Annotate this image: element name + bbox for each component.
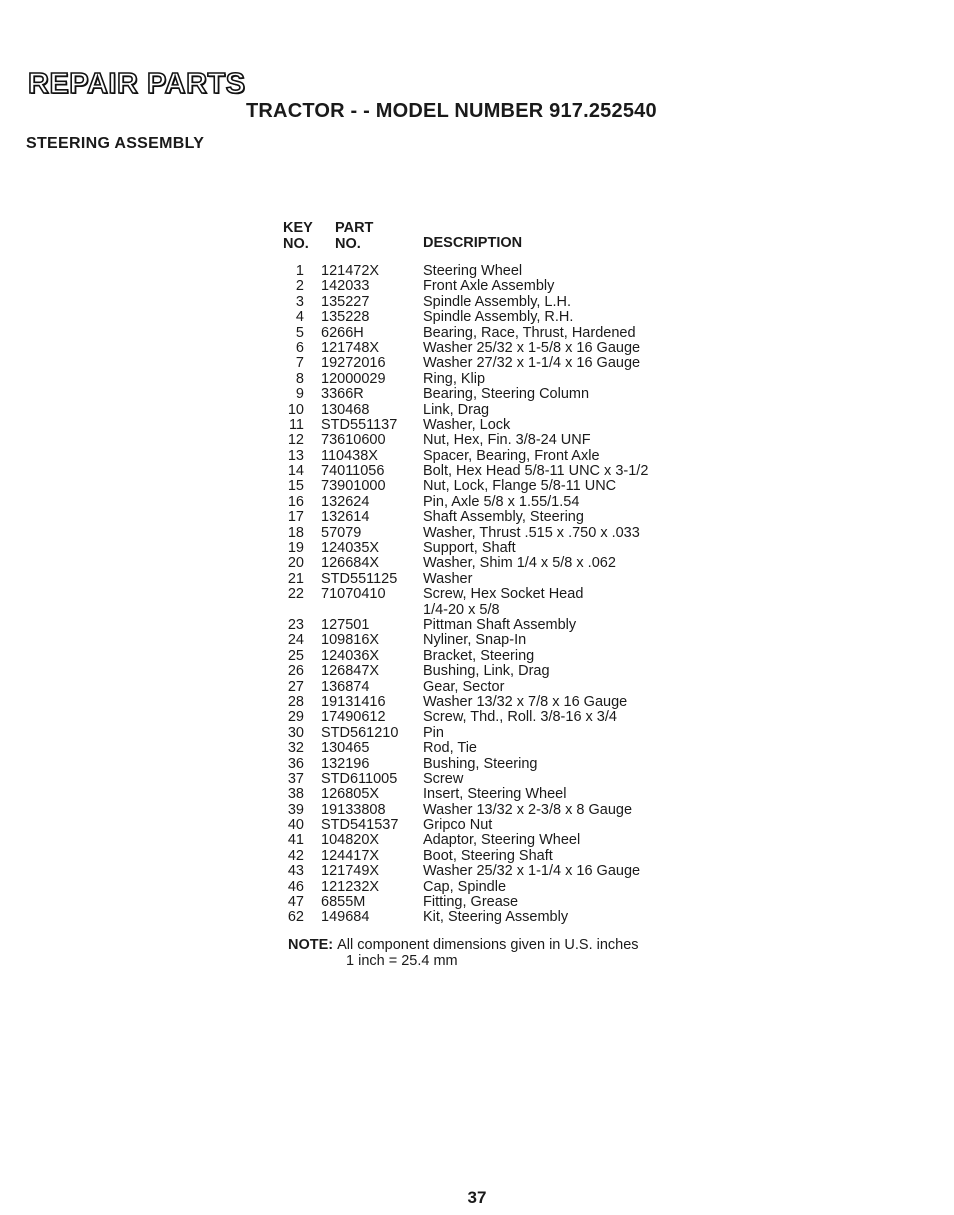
key-number: 13 xyxy=(287,447,304,464)
description-line: Insert, Steering Wheel xyxy=(423,786,567,803)
description-line: Washer xyxy=(423,570,473,587)
description-line: Spindle Assembly, R.H. xyxy=(423,309,574,326)
part-number: 121749X xyxy=(321,863,380,880)
key-number: 26 xyxy=(287,663,304,680)
part-description xyxy=(423,741,477,756)
key-number: 47 xyxy=(287,894,304,911)
table-row xyxy=(270,572,710,587)
table-row xyxy=(270,880,710,895)
part-header-line1: PART xyxy=(335,220,374,236)
description-line: Washer, Shim 1/4 x 5/8 x .062 xyxy=(423,555,616,572)
table-row xyxy=(270,510,710,525)
key-number: 2 xyxy=(295,278,304,295)
key-number: 14 xyxy=(287,463,304,480)
part-description xyxy=(423,726,444,741)
description-line: Front Axle Assembly xyxy=(423,278,555,295)
key-number: 30 xyxy=(287,724,304,741)
key-no-header xyxy=(283,220,313,252)
table-row xyxy=(270,356,710,371)
table-row xyxy=(270,833,710,848)
part-number: 74011056 xyxy=(321,463,385,480)
table-row xyxy=(270,310,710,325)
part-description xyxy=(423,541,516,556)
page-title: REPAIR PARTS xyxy=(28,68,246,100)
key-number: 16 xyxy=(287,493,304,510)
key-number: 4 xyxy=(295,309,304,326)
table-row xyxy=(270,341,710,356)
description-line: Bracket, Steering xyxy=(423,647,535,664)
table-row xyxy=(270,556,710,571)
key-number: 24 xyxy=(287,632,304,649)
part-description xyxy=(423,849,553,864)
table-row xyxy=(270,710,710,725)
table-row xyxy=(270,403,710,418)
description-line: Washer, Thrust .515 x .750 x .033 xyxy=(423,524,640,541)
description-line: Kit, Steering Assembly xyxy=(423,909,569,926)
part-number: 132614 xyxy=(321,509,370,526)
description-line: Cap, Spindle xyxy=(423,878,507,895)
description-line: Pin xyxy=(423,724,444,741)
description-line: Nut, Lock, Flange 5/8-11 UNC xyxy=(423,478,617,495)
description-line-2: 1/4-20 x 5/8 xyxy=(423,601,500,618)
description-line: Link, Drag xyxy=(423,401,490,418)
description-line: Nut, Hex, Fin. 3/8-24 UNF xyxy=(423,432,591,449)
table-row xyxy=(270,772,710,787)
part-number: 71070410 xyxy=(321,586,386,603)
table-row xyxy=(270,541,710,556)
table-row xyxy=(270,649,710,664)
note-line1: All component dimensions given in U.S. inches xyxy=(337,937,639,953)
table-row xyxy=(270,910,710,925)
part-description xyxy=(423,649,534,664)
part-number: STD541537 xyxy=(321,817,399,834)
key-number: 22 xyxy=(287,586,304,603)
part-number: STD561210 xyxy=(321,724,399,741)
key-number: 37 xyxy=(287,770,304,787)
table-row xyxy=(270,295,710,310)
part-description xyxy=(423,495,579,510)
part-number: 142033 xyxy=(321,278,370,295)
table-row xyxy=(270,818,710,833)
part-number: STD551137 xyxy=(321,416,398,433)
part-number: STD611005 xyxy=(321,770,398,787)
table-row xyxy=(270,664,710,679)
parts-list xyxy=(270,264,710,926)
table-row xyxy=(270,849,710,864)
description-line: Spindle Assembly, L.H. xyxy=(423,293,572,310)
part-description xyxy=(423,341,640,356)
key-header-line2: NO. xyxy=(283,236,309,252)
key-number: 11 xyxy=(288,416,304,433)
key-number: 10 xyxy=(287,401,304,418)
part-number: 136874 xyxy=(321,678,370,695)
part-description xyxy=(423,618,576,633)
part-description xyxy=(423,833,580,848)
part-description xyxy=(423,418,510,433)
part-number: 124417X xyxy=(321,847,380,864)
part-number: 121748X xyxy=(321,339,380,356)
part-description xyxy=(423,510,584,525)
part-description xyxy=(423,587,633,618)
note-label: NOTE: xyxy=(288,937,334,953)
description-line: Adaptor, Steering Wheel xyxy=(423,832,581,849)
description-line: Ring, Klip xyxy=(423,370,486,387)
key-number: 27 xyxy=(287,678,304,695)
part-description xyxy=(423,572,472,587)
table-row xyxy=(270,787,710,802)
description-line: Fitting, Grease xyxy=(423,894,519,911)
key-number: 23 xyxy=(287,617,304,633)
description-line: Washer 13/32 x 2-3/8 x 8 Gauge xyxy=(423,801,633,818)
page-number: 37 xyxy=(467,1188,487,1207)
description-line: Boot, Steering Shaft xyxy=(423,847,553,864)
key-number: 8 xyxy=(295,370,304,387)
part-description xyxy=(423,403,489,418)
description-line: Support, Shaft xyxy=(423,540,516,557)
part-number: 132196 xyxy=(321,755,370,772)
key-number: 46 xyxy=(287,878,304,895)
part-description xyxy=(423,772,463,787)
part-number: 130465 xyxy=(321,740,370,757)
description-line: Bearing, Steering Column xyxy=(423,386,590,403)
description-line: Steering Wheel xyxy=(423,263,523,279)
part-description xyxy=(423,757,537,772)
table-row xyxy=(270,803,710,818)
description-line: Washer 13/32 x 7/8 x 16 Gauge xyxy=(423,693,628,710)
key-number: 7 xyxy=(295,355,304,372)
description-line: Spacer, Bearing, Front Axle xyxy=(423,447,600,464)
part-number: 3366R xyxy=(321,386,364,403)
key-header-line1: KEY xyxy=(283,220,313,236)
table-row xyxy=(270,757,710,772)
table-row xyxy=(270,479,710,494)
description-line: Gripco Nut xyxy=(423,817,493,834)
key-number: 25 xyxy=(287,647,304,664)
key-number: 18 xyxy=(287,524,304,541)
key-number: 6 xyxy=(295,339,304,356)
description-line: Washer 25/32 x 1-1/4 x 16 Gauge xyxy=(423,863,641,880)
part-description xyxy=(423,264,522,279)
key-number: 43 xyxy=(287,863,304,880)
part-number: 110438X xyxy=(321,447,378,464)
part-description xyxy=(423,449,600,464)
table-row xyxy=(270,680,710,695)
part-description xyxy=(423,695,627,710)
description-line: Nyliner, Snap-In xyxy=(423,632,527,649)
table-row xyxy=(270,372,710,387)
part-description xyxy=(423,479,616,494)
description-line: Washer 25/32 x 1-5/8 x 16 Gauge xyxy=(423,339,641,356)
table-row xyxy=(270,495,710,510)
table-row xyxy=(270,618,710,633)
key-number: 32 xyxy=(287,740,304,757)
part-number: 19131416 xyxy=(321,693,386,710)
table-row xyxy=(270,464,710,479)
table-row xyxy=(270,726,710,741)
key-number: 29 xyxy=(287,709,304,726)
part-number: 12000029 xyxy=(321,370,386,387)
part-number: 73610600 xyxy=(321,432,386,449)
part-number: 132624 xyxy=(321,493,370,510)
description-line: Rod, Tie xyxy=(423,740,477,757)
key-number: 1 xyxy=(295,263,304,279)
table-row xyxy=(270,587,710,618)
part-number: 127501 xyxy=(321,617,370,633)
key-number: 3 xyxy=(295,293,304,310)
key-number: 62 xyxy=(287,909,304,926)
part-description xyxy=(423,295,571,310)
table-row xyxy=(270,895,710,910)
table-row xyxy=(270,695,710,710)
description-line: Bushing, Steering xyxy=(423,755,538,772)
table-row xyxy=(270,633,710,648)
part-description xyxy=(423,464,648,479)
key-number: 36 xyxy=(287,755,304,772)
table-row xyxy=(270,741,710,756)
description-line: Screw, Hex Socket Head xyxy=(423,586,584,603)
part-description xyxy=(423,526,640,541)
part-description xyxy=(423,880,506,895)
key-number: 20 xyxy=(287,555,304,572)
part-description xyxy=(423,633,526,648)
part-number: 124036X xyxy=(321,647,380,664)
part-description xyxy=(423,356,640,371)
part-description xyxy=(423,279,554,294)
table-row xyxy=(270,449,710,464)
description-line: Shaft Assembly, Steering xyxy=(423,509,584,526)
key-number: 12 xyxy=(287,432,304,449)
description-line: Gear, Sector xyxy=(423,678,505,695)
part-number: 149684 xyxy=(321,909,370,926)
key-number: 19 xyxy=(287,540,304,557)
part-number: 109816X xyxy=(321,632,380,649)
part-description xyxy=(423,310,573,325)
part-number: 135228 xyxy=(321,309,370,326)
key-number: 42 xyxy=(287,847,304,864)
part-description xyxy=(423,433,591,448)
part-no-header xyxy=(335,220,373,252)
part-number: 126684X xyxy=(321,555,380,572)
dimension-note xyxy=(288,937,639,969)
part-number: 19133808 xyxy=(321,801,386,818)
table-row xyxy=(270,418,710,433)
part-number: 126805X xyxy=(321,786,380,803)
part-number: 124035X xyxy=(321,540,380,557)
key-number: 9 xyxy=(295,386,304,403)
part-number: 104820X xyxy=(321,832,380,849)
part-header-line2: NO. xyxy=(335,236,361,252)
part-number: STD551125 xyxy=(321,570,398,587)
key-number: 21 xyxy=(287,570,304,587)
description-line: Bearing, Race, Thrust, Hardened xyxy=(423,324,636,341)
table-row xyxy=(270,526,710,541)
part-number: 6266H xyxy=(321,324,364,341)
part-description xyxy=(423,664,550,679)
note-line2: 1 inch = 25.4 mm xyxy=(346,953,458,969)
part-description xyxy=(423,387,589,402)
table-row xyxy=(270,433,710,448)
part-description xyxy=(423,710,617,725)
description-line: Bolt, Hex Head 5/8-11 UNC x 3-1/2 xyxy=(423,463,649,480)
description-header: DESCRIPTION xyxy=(423,235,523,251)
key-number: 5 xyxy=(295,324,304,341)
description-line: Washer, Lock xyxy=(423,416,511,433)
table-row xyxy=(270,264,710,279)
part-number: 57079 xyxy=(321,524,362,541)
part-description xyxy=(423,895,518,910)
description-line: Washer 27/32 x 1-1/4 x 16 Gauge xyxy=(423,355,641,372)
description-line: Pin, Axle 5/8 x 1.55/1.54 xyxy=(423,493,580,510)
part-description xyxy=(423,680,504,695)
key-number: 17 xyxy=(287,509,304,526)
table-row xyxy=(270,279,710,294)
part-description xyxy=(423,803,632,818)
key-number: 39 xyxy=(287,801,304,818)
description-line: Screw xyxy=(423,770,464,787)
table-row xyxy=(270,387,710,402)
part-number: 73901000 xyxy=(321,478,386,495)
part-number: 19272016 xyxy=(321,355,386,372)
key-number: 15 xyxy=(287,478,304,495)
key-number: 28 xyxy=(287,693,304,710)
part-number: 17490612 xyxy=(321,709,386,726)
part-description xyxy=(423,910,568,925)
part-number: 121472X xyxy=(321,263,380,279)
key-number: 41 xyxy=(287,832,304,849)
table-row xyxy=(270,326,710,341)
part-number: 126847X xyxy=(321,663,380,680)
part-number: 130468 xyxy=(321,401,370,418)
table-row xyxy=(270,864,710,879)
part-description xyxy=(423,326,636,341)
part-number: 6855M xyxy=(321,894,366,911)
section-heading: STEERING ASSEMBLY xyxy=(26,135,205,152)
part-description xyxy=(423,556,616,571)
model-subtitle: TRACTOR - - MODEL NUMBER 917.252540 xyxy=(246,100,657,122)
description-line: Bushing, Link, Drag xyxy=(423,663,550,680)
part-description xyxy=(423,818,492,833)
description-line: Screw, Thd., Roll. 3/8-16 x 3/4 xyxy=(423,709,617,726)
part-number: 135227 xyxy=(321,293,370,310)
part-description xyxy=(423,787,566,802)
part-number: 121232X xyxy=(321,878,380,895)
key-number: 38 xyxy=(287,786,304,803)
description-line: Pittman Shaft Assembly xyxy=(423,617,577,633)
part-description xyxy=(423,864,640,879)
part-description xyxy=(423,372,485,387)
key-number: 40 xyxy=(287,817,304,834)
